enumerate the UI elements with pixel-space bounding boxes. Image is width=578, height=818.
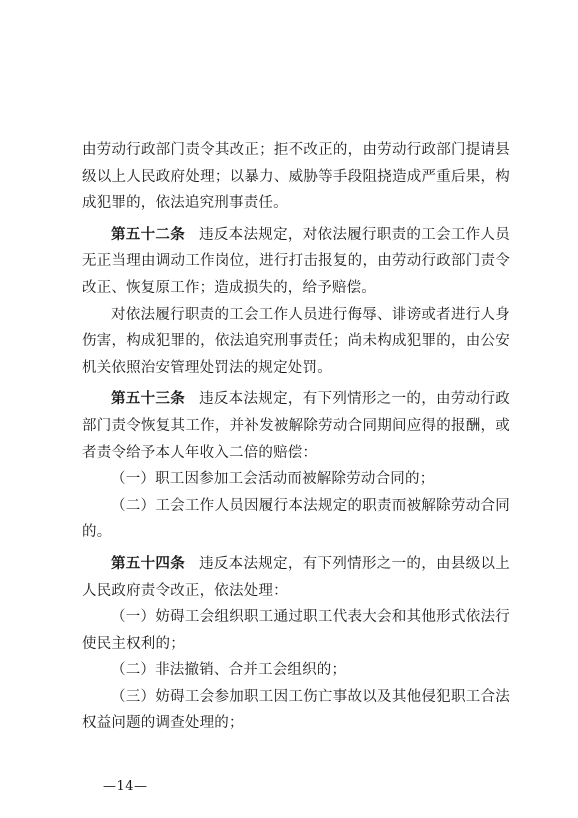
paragraph-continuation <box>82 137 510 217</box>
article-text: 违反本法规定，有下列情形之一的，由县级以上人民政府责令改正，依法处理： <box>82 555 510 599</box>
article-52 <box>82 222 510 302</box>
list-item-54-3 <box>82 684 510 737</box>
article-title: 第五十二条 <box>111 226 186 243</box>
article-53 <box>82 386 510 466</box>
article-text: 违反本法规定，对依法履行职责的工会工作人员无正当理由调动工作岗位，进行打击报复的，由劳动行政部门责令改正、恢复原工作；造成损失的，给予赔偿。 <box>82 226 510 296</box>
article-title: 第五十三条 <box>111 391 186 408</box>
document-body <box>82 137 510 737</box>
list-item-text: （二）非法撤销、合并工会组织的； <box>111 662 347 679</box>
list-item-text: （三）妨碍工会参加职工因工伤亡事故以及其他侵犯职工合法权益问题的调查处理的； <box>82 688 510 732</box>
list-item-54-2 <box>82 657 510 684</box>
article-54 <box>82 551 510 604</box>
paragraph-text: 对依法履行职责的工会工作人员进行侮辱、诽谤或者进行人身伤害，构成犯罪的，依法追究刑事责任；尚未构成犯罪的，由公安机关依照治安管理处罚法的规定处罚。 <box>82 306 510 376</box>
article-text: 违反本法规定，有下列情形之一的，由劳动行政部门责令恢复其工作，并补发被解除劳动合同期间应得的报酬，或者责令给予本人年收入二倍的赔偿： <box>82 391 510 461</box>
paragraph-article-52-clause-2 <box>82 302 510 382</box>
list-item-text: （一）妨碍工会组织职工通过职工代表大会和其他形式依法行使民主权利的； <box>82 609 510 652</box>
list-item-53-1 <box>82 466 510 493</box>
article-title: 第五十四条 <box>111 555 186 572</box>
list-item-text: （一）职工因参加工会活动而被解除劳动合同的； <box>111 471 435 488</box>
page-number: —14— <box>103 779 148 794</box>
paragraph-text: 由劳动行政部门责令其改正；拒不改正的，由劳动行政部门提请县级以上人民政府处理；以暴力、威胁等手段阻挠造成严重后果，构成犯罪的，依法追究刑事责任。 <box>82 142 510 212</box>
list-item-text: （二）工会工作人员因履行本法规定的职责而被解除劳动合同的。 <box>82 497 510 541</box>
list-item-53-2 <box>82 493 510 546</box>
list-item-54-1 <box>82 604 510 657</box>
